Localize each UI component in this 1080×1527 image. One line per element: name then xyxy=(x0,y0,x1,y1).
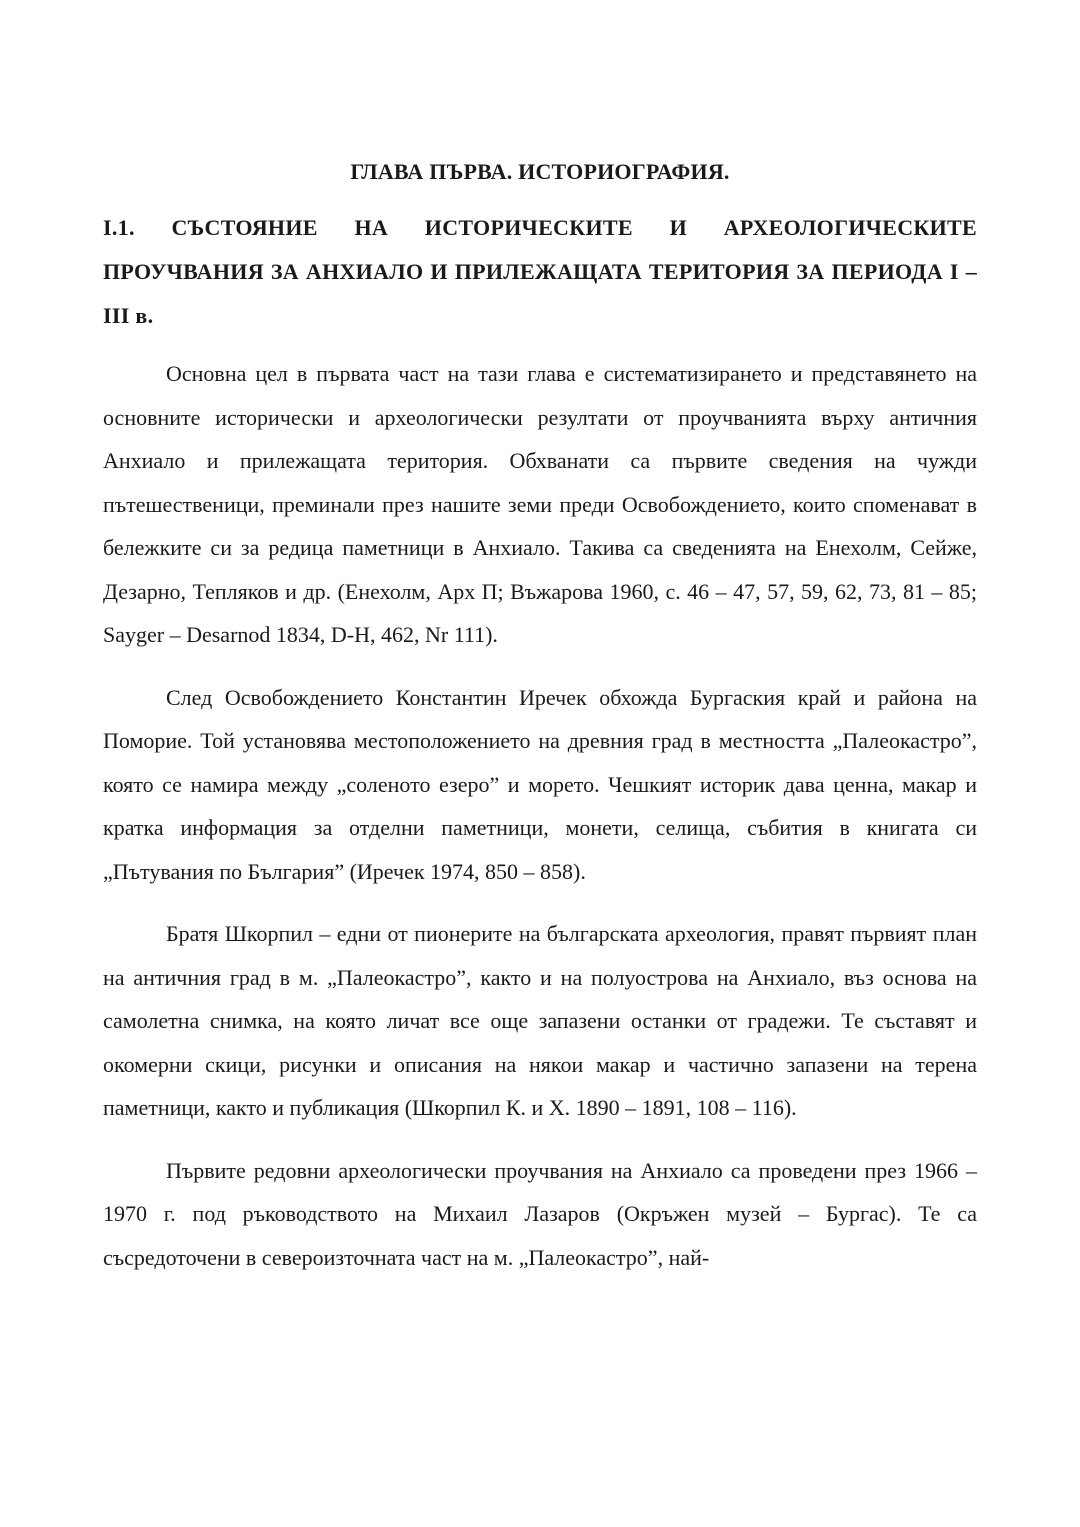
document-page xyxy=(103,152,977,1298)
section-title: I.1. СЪСТОЯНИЕ НА ИСТОРИЧЕСКИТЕ И АРХЕОЛОГИЧЕСКИТЕ ПРОУЧВАНИЯ ЗА АНХИАЛО И ПРИЛЕЖАЩАТА ТЕРИТОРИЯ ЗА ПЕРИОДА I – III в. xyxy=(103,215,977,328)
paragraph-1: Основна цел в първата част на тази глава е систематизирането и представянето на основните исторически и археологически резултати от проучванията върху античния Анхиало и прилежащата територия. Обхванати са първите сведения на чужди пътешественици, преминали през нашите земи преди Освобождението, които споменават в бележките си за редица паметници в Анхиало. Такива са сведенията на Енехолм, Сейже, Дезарно, Тепляков и др. (Енехолм, Арх П; Въжарова 1960, с. 46 – 47, 57, 59, 62, 73, 81 – 85; Sayger – Desarnod 1834, D-H, 462, Nr 111). xyxy=(103,361,977,647)
paragraph-3: Братя Шкорпил – едни от пионерите на българската археология, правят първият план на античния град в м. „Палеокастро”, както и на полуострова на Анхиало, въз основа на самолетна снимка, на която личат все още запазени останки от градежи. Те съставят и окомерни скици, рисунки и описания на някои макар и частично запазени на терена паметници, както и публикация (Шкорпил К. и Х. 1890 – 1891, 108 – 116). xyxy=(103,921,977,1120)
paragraph-2: След Освобождението Константин Иречек обхожда Бургаския край и района на Поморие. Той установява местоположението на древния град в местността „Палеокастро”, която се намира между „соленото езеро” и морето. Чешкият историк дава ценна, макар и кратка информация за отделни паметници, монети, селища, събития в книгата си „Пътувания по България” (Иречек 1974, 850 – 858). xyxy=(103,684,977,884)
chapter-title: ГЛАВА ПЪРВА. ИСТОРИОГРАФИЯ. xyxy=(350,159,730,184)
paragraph-4: Първите редовни археологически проучвания на Анхиало са проведени през 1966 – 1970 г. под ръководството на Михаил Лазаров (Окръжен музей – Бургас). Те са съсредоточени в североизточната част на м. „Палеокастро”, най- xyxy=(103,1157,977,1270)
